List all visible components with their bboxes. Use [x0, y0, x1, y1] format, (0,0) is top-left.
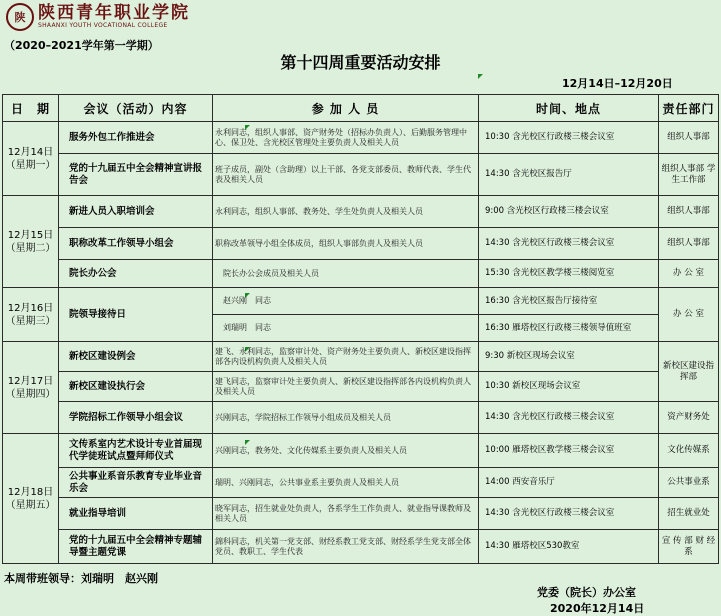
- day-date: 12月15日: [7, 229, 54, 241]
- time-place: 14:00 西安音乐厅: [479, 468, 659, 498]
- day-cell: [3, 288, 59, 342]
- participants: 建飞同志，监察审计处主要负责人、新校区建设指挥部各内设机构负责人及相关人员: [213, 372, 479, 402]
- column-header-time-place: 时间、地点: [479, 95, 659, 122]
- responsible-dept: 新校区建设指挥部: [659, 342, 719, 402]
- table-row: [3, 402, 719, 434]
- event-name: 文传系室内艺术设计专业首届现代学徒班试点暨拜师仪式: [59, 434, 213, 468]
- time-place: 15:30 含光校区教学楼三楼阅览室: [479, 260, 659, 288]
- day-cell: [3, 122, 59, 196]
- table-row: [3, 530, 719, 564]
- participants: 瑞明、兴刚同志，公共事业系主要负责人及相关人员: [213, 468, 479, 498]
- time-place: 10:00 雁塔校区教学楼三楼会议室: [479, 434, 659, 468]
- event-name: 服务外包工作推进会: [59, 122, 213, 154]
- college-logo: [6, 3, 190, 31]
- time-place: 9:00 含光校区行政楼三楼会议室: [479, 196, 659, 228]
- time-place: 9:30 新校区现场会议室: [479, 342, 659, 372]
- table-row: [3, 196, 719, 228]
- event-name: 公共事业系音乐教育专业毕业音乐会: [59, 468, 213, 498]
- event-name: 新进人员入职培训会: [59, 196, 213, 228]
- time-place: 16:30 含光校区报告厅接待室: [479, 288, 659, 315]
- responsible-dept: 资产财务处: [659, 402, 719, 434]
- table-row: [3, 498, 719, 530]
- participants: 建飞、永利同志，监察审计处、资产财务处主要负责人、新校区建设指挥部各内设机构负责人及相关人员: [213, 342, 479, 372]
- day-date: 12月17日: [7, 375, 54, 387]
- participants: 錦科同志，机关第一党支部、财经系教工党支部、财经系学生党支部全体党员、教职工、学生代表: [213, 530, 479, 564]
- cell-marker-icon: [478, 74, 483, 79]
- responsible-dept: 文化传媒系: [659, 434, 719, 468]
- day-weekday: （星期五）: [5, 499, 56, 511]
- table-row: [3, 260, 719, 288]
- column-header-dept: 责任部门: [659, 95, 719, 122]
- table-header-row: [3, 95, 719, 122]
- table-row: [3, 342, 719, 372]
- college-seal-icon: 陕: [6, 3, 34, 31]
- page-title: 第十四周重要活动安排: [280, 53, 441, 72]
- column-header-event: 会议（活动）内容: [59, 95, 213, 122]
- day-weekday: （星期二）: [5, 242, 56, 254]
- table-row: [3, 228, 719, 260]
- event-name: 党的十九届五中全会精神专题辅导暨主题党课: [59, 530, 213, 564]
- issuing-office: 党委（院长）办公室: [537, 586, 636, 599]
- day-date: 12月16日: [7, 302, 54, 314]
- participants: 职称改革领导小组全体成员，组织人事部负责人及相关人员: [213, 228, 479, 260]
- column-header-date: 日 期: [3, 95, 59, 122]
- day-cell: [3, 342, 59, 434]
- day-cell: [3, 196, 59, 288]
- responsible-dept: 组织人事部: [659, 122, 719, 154]
- day-date: 12月14日: [7, 146, 54, 158]
- table-row: [3, 434, 719, 468]
- semester-label: （2020–2021学年第一学期）: [4, 39, 159, 52]
- responsible-dept: 组织人事部 学生工作部: [659, 154, 719, 196]
- participants: 刘瑞明 同志: [213, 315, 479, 342]
- event-name: 新校区建设例会: [59, 342, 213, 372]
- college-name-en: SHAANXI YOUTH VOCATIONAL COLLEGE: [38, 22, 168, 29]
- day-date: 12月18日: [7, 486, 54, 498]
- time-place: 14:30 雁塔校区530教室: [479, 530, 659, 564]
- responsible-dept: 招生就业处: [659, 498, 719, 530]
- responsible-dept: 宣 传 部 财 经 系: [659, 530, 719, 564]
- time-place: 10:30 新校区现场会议室: [479, 372, 659, 402]
- college-name-cn: 陕西青年职业学院: [38, 3, 190, 23]
- event-name: 院领导接待日: [59, 288, 213, 342]
- participants: 永利同志，组织人事部、资产财务处（招标办负责人）、后勤服务管理中心、保卫处、含光校区管理处主要负责人及相关人员: [213, 122, 479, 154]
- table-row: [3, 122, 719, 154]
- schedule-table: [2, 94, 719, 564]
- participants: 永利同志，组织人事部、教务处、学生处负责人及相关人员: [213, 196, 479, 228]
- participants: 赵兴刚 同志: [213, 288, 479, 315]
- responsible-dept: 办 公 室: [659, 288, 719, 342]
- time-place: 14:30 含光校区行政楼三楼会议室: [479, 402, 659, 434]
- time-place: 14:30 含光校区报告厅: [479, 154, 659, 196]
- responsible-dept: 组织人事部: [659, 228, 719, 260]
- time-place: 14:30 含光校区行政楼三楼会议室: [479, 228, 659, 260]
- participants: 班子成员，副处（含助理）以上干部、各党支部委员、教师代表、学生代表及相关人员: [213, 154, 479, 196]
- responsible-dept: 公共事业系: [659, 468, 719, 498]
- event-name: 学院招标工作领导小组会议: [59, 402, 213, 434]
- responsible-dept: 组织人事部: [659, 196, 719, 228]
- table-row: [3, 288, 719, 315]
- time-place: 10:30 含光校区行政楼三楼会议室: [479, 122, 659, 154]
- responsible-dept: 办 公 室: [659, 260, 719, 288]
- day-weekday: （星期三）: [5, 315, 56, 327]
- participants: 晓军同志，招生就业处负责人，各系学生工作负责人、就业指导课教师及相关人员: [213, 498, 479, 530]
- event-name: 职称改革工作领导小组会: [59, 228, 213, 260]
- issue-date: 2020年12月14日: [550, 602, 645, 615]
- week-date-range: 12月14日–12月20日: [562, 77, 673, 90]
- event-name: 新校区建设执行会: [59, 372, 213, 402]
- day-weekday: （星期四）: [5, 388, 56, 400]
- table-row: [3, 468, 719, 498]
- participants: 兴刚同志，学院招标工作领导小组成员及相关人员: [213, 402, 479, 434]
- table-row: [3, 154, 719, 196]
- participants: 院长办公会成员及相关人员: [213, 260, 479, 288]
- event-name: 院长办公会: [59, 260, 213, 288]
- participants: 兴刚同志，教务处、文化传媒系主要负责人及相关人员: [213, 434, 479, 468]
- event-name: 就业指导培训: [59, 498, 213, 530]
- day-weekday: （星期一）: [5, 159, 56, 171]
- event-name: 党的十九届五中全会精神宣讲报告会: [59, 154, 213, 196]
- column-header-participants: 参 加 人 员: [213, 95, 479, 122]
- time-place: 14:30 含光校区行政楼三楼会议室: [479, 498, 659, 530]
- table-row: [3, 372, 719, 402]
- duty-leaders: 本周带班领导：刘瑞明 赵兴刚: [4, 572, 158, 585]
- day-cell: [3, 434, 59, 564]
- time-place: 16:30 雁塔校区行政楼三楼领导值班室: [479, 315, 659, 342]
